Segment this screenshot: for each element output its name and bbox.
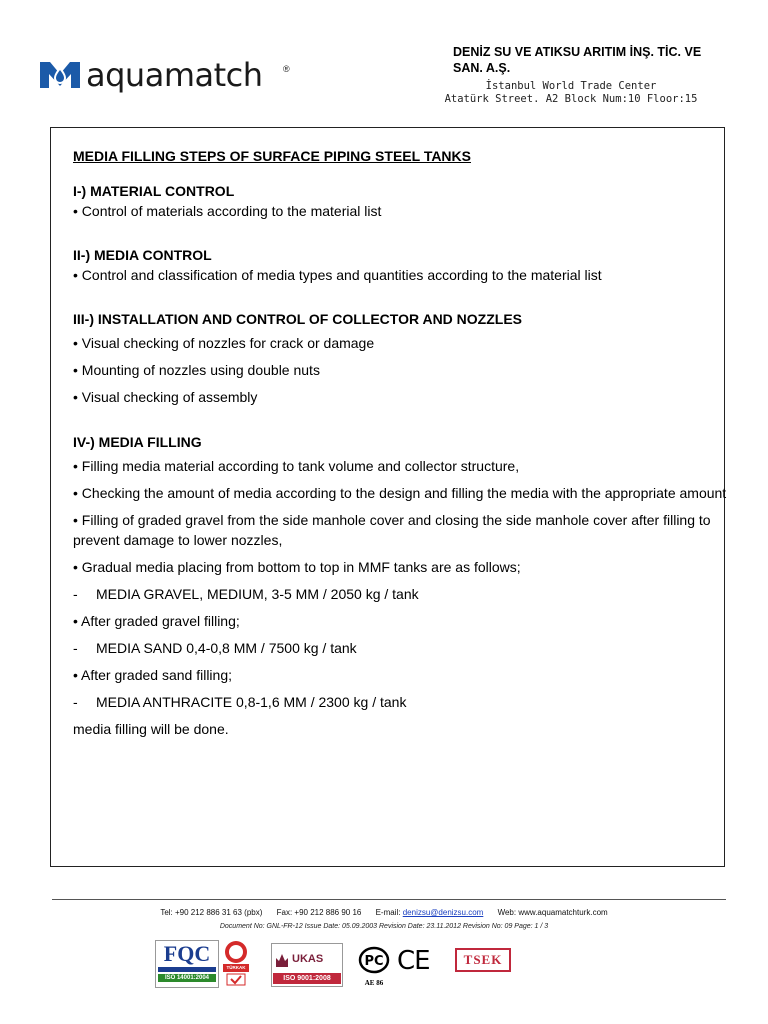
ukas-crown-icon xyxy=(275,950,289,968)
document-info: Document No: GNL-FR-12 Issue Date: 05.09.2003 Revision Date: 23.11.2012 Revision No: 09 Page: 1 / 3 xyxy=(219,923,549,930)
list-item: • Mounting of nozzles using double nuts xyxy=(73,362,320,378)
address-line-2: Atatürk Street. A2 Block Num:10 Floor:15 xyxy=(444,93,698,105)
media-gravel: MEDIA GRAVEL, MEDIUM, 3-5 MM / 2050 kg / tank xyxy=(96,586,419,602)
gost-code: AE 86 xyxy=(364,979,384,987)
turkak-logo xyxy=(221,940,251,986)
list-item: • After graded gravel filling; xyxy=(73,613,240,629)
media-sand: MEDIA SAND 0,4-0,8 MM / 7500 kg / tank xyxy=(96,640,357,656)
fqc-iso-label: ISO 14001:2004 xyxy=(158,974,216,982)
footer-tel: Tel: +90 212 886 31 63 (pbx) xyxy=(160,908,263,917)
footer-email-link[interactable]: denizsu@denizsu.com xyxy=(402,908,484,917)
media-list-item xyxy=(73,692,728,712)
section-title: III-) INSTALLATION AND CONTROL OF COLLECTOR AND NOZZLES xyxy=(73,311,523,327)
section-title: IV-) MEDIA FILLING xyxy=(73,434,202,450)
ukas-text: UKAS xyxy=(292,952,324,965)
svg-text:PC: PC xyxy=(364,954,384,969)
fqc-text: FQC xyxy=(163,941,211,966)
list-item: • Checking the amount of media according to the design and filling the media with the appropriate amount xyxy=(73,485,727,501)
footer-divider xyxy=(52,899,726,900)
dash: - xyxy=(73,640,78,656)
list-item: • Control and classification of media types and quantities according to the material list xyxy=(73,267,602,283)
list-item: • Control of materials according to the material list xyxy=(73,203,382,219)
list-item: • Visual checking of assembly xyxy=(73,389,258,405)
section-title: II-) MEDIA CONTROL xyxy=(73,247,212,263)
address-line-1: İstanbul World Trade Center xyxy=(485,80,657,92)
closing-line: media filling will be done. xyxy=(73,721,229,737)
footer-email-group xyxy=(376,908,484,917)
ukas-iso-label: ISO 9001:2008 xyxy=(273,973,341,984)
list-item: • Gradual media placing from bottom to top in MMF tanks are as follows; xyxy=(73,559,521,575)
dash: - xyxy=(73,586,78,602)
tsek-text: TSEK xyxy=(463,952,503,967)
media-list-item xyxy=(73,584,728,604)
media-list-item xyxy=(73,638,728,658)
document-title: MEDIA FILLING STEPS OF SURFACE PIPING STEEL TANKS xyxy=(73,148,471,164)
list-item: • Filling media material according to tank volume and collector structure, xyxy=(73,458,520,474)
media-anthracite: MEDIA ANTHRACITE 0,8-1,6 MM / 2300 kg / tank xyxy=(96,694,407,710)
list-item: • Visual checking of nozzles for crack or damage xyxy=(73,335,375,351)
section-title: I-) MATERIAL CONTROL xyxy=(73,183,235,199)
aquamatch-logo-icon xyxy=(40,58,80,90)
tsek-logo xyxy=(455,948,511,972)
list-item: • After graded sand filling; xyxy=(73,667,232,683)
footer-web: Web: www.aquamatchturk.com xyxy=(497,908,608,917)
turkak-label: TÜRKAK xyxy=(226,965,246,970)
document-body xyxy=(73,146,728,739)
ukas-certificate-logo xyxy=(271,943,343,987)
logo-wordmark: aquamatch xyxy=(86,56,263,94)
company-name: DENİZ SU VE ATIKSU ARITIM İNŞ. TİC. VE SAN. A.Ş. xyxy=(453,45,702,75)
logo-registered-mark: ® xyxy=(283,64,290,74)
ce-mark: CE xyxy=(397,946,430,976)
list-item: • Filling of graded gravel from the side manhole cover and closing the side manhole cover after filling to prevent damage to lower nozzles, xyxy=(73,512,711,548)
company-address xyxy=(430,80,712,106)
gost-logo xyxy=(358,946,390,986)
dash: - xyxy=(73,694,78,710)
footer-email-label: E-mail: xyxy=(375,908,403,917)
footer-contact xyxy=(0,908,768,917)
footer-fax: Fax: +90 212 886 90 16 xyxy=(276,908,362,917)
fqc-certificate-logo xyxy=(155,940,219,988)
